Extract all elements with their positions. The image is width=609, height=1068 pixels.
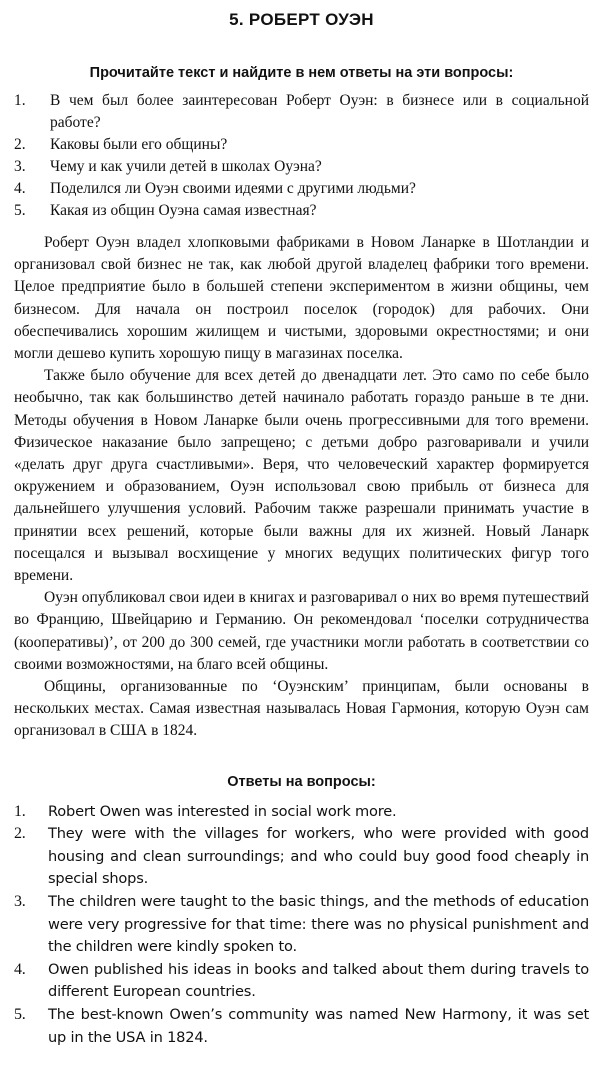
question-item [14, 156, 589, 178]
answer-item [14, 891, 589, 959]
questions-list [14, 90, 589, 222]
answer-text: The children were taught to the basic things, and the methods of education were very progressive for that time: there was no physical punishment and the children were kindly spoken to. [48, 893, 589, 956]
question-text: Какая из общин Оуэна самая известная? [50, 202, 317, 219]
answer-number: 1. [14, 802, 26, 820]
answer-number: 2. [14, 825, 26, 843]
page-title: 5. РОБЕРТ ОУЭН [229, 10, 374, 29]
answer-number: 4. [14, 960, 26, 978]
answer-item [14, 823, 589, 891]
task-heading: Прочитайте текст и найдите в нем ответы на эти вопросы: [89, 65, 514, 81]
answer-item [14, 959, 589, 1004]
body-paragraph: Оуэн опубликовал свои идеи в книгах и разговаривал о них во время путешествий во Францию, Швейцарию и Германию. Он рекомендовал ‘поселки сотрудничества (кооперативы)’, от 200 до 300 семей, где участники могли работать в соответствии со своими возможностями, на благо всей общины. [14, 589, 589, 673]
body-paragraph: Роберт Оуэн владел хлопковыми фабриками в Новом Ланарке в Шотландии и организовал свой бизнес не так, как любой другой владелец фабрики того времени. Целое предприятие было в большей степени экспериментом в жизни общины, чем бизнесом. Для начала он построил поселок (городок) для рабочих. Они обеспечивались хорошим жилищем и чистыми, здоровыми окрестностями; и они могли дешево купить хорошую пищу в магазинах поселка. [14, 234, 589, 363]
question-item [14, 178, 589, 200]
question-number: 4. [14, 180, 26, 197]
question-number: 2. [14, 136, 26, 153]
question-item [14, 134, 589, 156]
answer-number: 5. [14, 1006, 26, 1024]
answer-text: They were with the villages for workers, who were provided with good housing and clean surroundings; and who could buy good food cheaply in special shops. [48, 825, 589, 888]
question-number: 5. [14, 202, 26, 219]
question-text: В чем был более заинтересован Роберт Оуэн: в бизнесе или в социальной работе? [50, 92, 589, 131]
body-paragraph: Общины, организованные по ‘Оуэнским’ принципам, были основаны в нескольких местах. Самая известная называлась Новая Гармония, которую Оуэн сам организовал в США в 1824. [14, 678, 589, 740]
answer-text: The best-known Owen’s community was named New Harmony, it was set up in the USA in 1824. [48, 1006, 589, 1046]
answer-text: Robert Owen was interested in social work more. [48, 802, 397, 820]
answer-item [14, 1004, 589, 1049]
question-text: Чему и как учили детей в школах Оуэна? [50, 158, 322, 175]
answer-item [14, 801, 589, 824]
question-number: 1. [14, 92, 26, 109]
body-paragraph: Также было обучение для всех детей до двенадцати лет. Это само по себе было необычно, так как большинство детей начинало работать гораздо раньше в те дни. Методы обучения в Новом Ланарке были очень прогрессивными для того времени. Физическое наказание было запрещено; с детьми добро разговаривали и учили «делать друг друга счастливыми». Веря, что человеческий характер формируется окружением и образованием, Оуэн использовал свою прибыль от бизнеса для дальнейшего улучшения условий. Рабочим также разрешали принимать участие в принятии всех решений, которые были важны для их жизней. Новый Ланарк посещался и вызывал восхищение у многих ведущих политических фигур того времени. [14, 367, 589, 585]
question-number: 3. [14, 158, 26, 175]
question-item [14, 200, 589, 222]
answers-list [14, 801, 589, 1050]
answer-text: Owen published his ideas in books and talked about them during travels to different European countries. [48, 960, 589, 1001]
answers-heading: Ответы на вопросы: [227, 773, 376, 790]
answer-number: 3. [14, 893, 26, 911]
question-item [14, 90, 589, 134]
question-text: Поделился ли Оуэн своими идеями с другими людьми? [50, 180, 416, 197]
question-text: Каковы были его общины? [50, 136, 228, 153]
